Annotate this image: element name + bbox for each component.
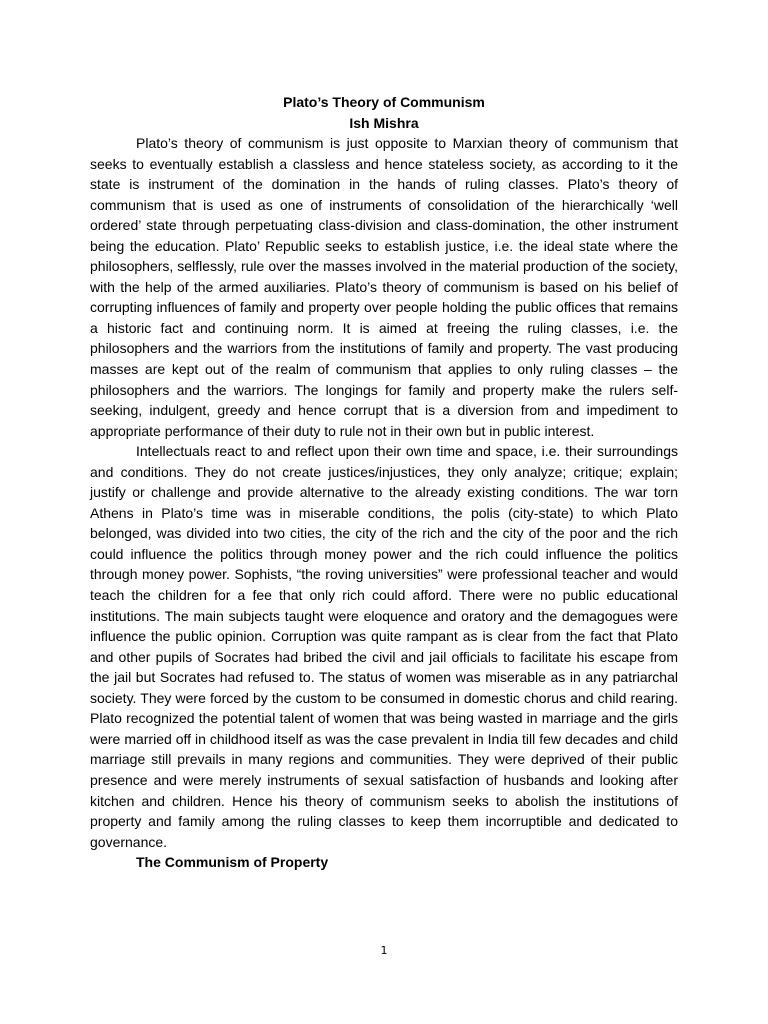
paragraph-intro: Plato’s theory of communism is just opposite to Marxian theory of communism that seeks to eventually establish a classless and hence stateless society, as according to it the state is instrument of the domination in the hands of ruling classes. Plato’s theory of communism that is used as one of instruments of consolidation of the hierarchically ‘well ordered’ state through perpetuating class-division and class-domination, the other instrument being the education. Plato’ Republic seeks to establish justice, i.e. the ideal state where the philosophers, selflessly, rule over the masses involved in the material production of the society, with the help of the armed auxiliaries. Plato’s theory of communism is based on his belief of corrupting influences of family and property over people holding the public offices that remains a historic fact and continuing norm. It is aimed at freeing the ruling classes, i.e. the philosophers and the warriors from the institutions of family and property. The vast producing masses are kept out of the realm of communism that applies to only ruling classes – the philosophers and the warriors. The longings for family and property make the rulers self-seeking, indulgent, greedy and hence corrupt that is a diversion from and impediment to appropriate performance of their duty to rule not in their own but in public interest. <box>90 135 678 439</box>
page-number: 1 <box>380 944 388 957</box>
document-page <box>90 92 678 873</box>
document-title: Plato’s Theory of Communism <box>283 94 485 110</box>
document-author: Ish Mishra <box>349 114 419 131</box>
paragraph-context: Intellectuals react to and reflect upon their own time and space, i.e. their surroundings and conditions. They do not create justices/injustices, they only analyze; critique; explain; justify or challenge and provide alternative to the already existing conditions. The war torn Athens in Plato’s time was in miserable conditions, the polis (city-state) to which Plato belonged, was divided into two cities, the city of the rich and the city of the poor and the rich could influence the politics through money power and the rich could influence the politics through money power. Sophists, “the roving universities” were professional teacher and would teach the children for a fee that only rich could afford. There were no public educational institutions. The main subjects taught were eloquence and oratory and the demagogues were influence the public opinion. Corruption was quite rampant as is clear from the fact that Plato and other pupils of Socrates had bribed the civil and jail officials to facilitate his escape from the jail but Socrates had refused to. The status of women was miserable as in any patriarchal society. They were forced by the custom to be consumed in domestic chorus and child rearing. Plato recognized the potential talent of women that was being wasted in marriage and the girls were married off in childhood itself as was the case prevalent in India till few decades and child marriage still prevails in many regions and communities. They were deprived of their public presence and were merely instruments of sexual satisfaction of husbands and looking after kitchen and children. Hence his theory of communism seeks to abolish the institutions of property and family among the ruling classes to keep them incorruptible and dedicated to governance. <box>90 443 678 850</box>
section-heading: The Communism of Property <box>136 854 329 871</box>
